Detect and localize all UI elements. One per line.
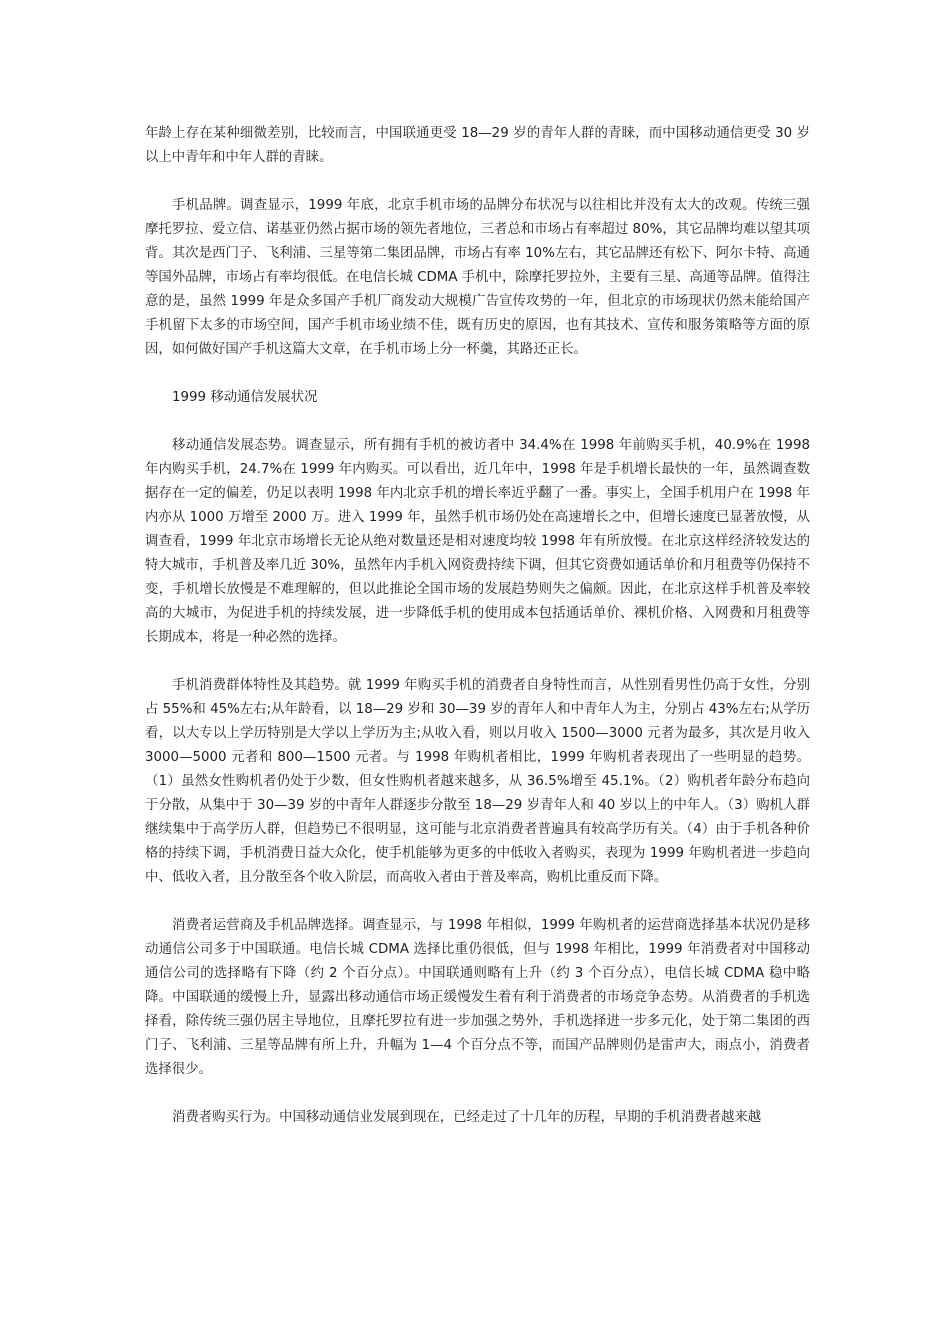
paragraph-consumer-characteristics: 手机消费群体特性及其趋势。就 1999 年购买手机的消费者自身特性而言，从性别看男性仍高于女性，分别占 55%和 45%左右;从年龄看，以 18—29 岁和 30—39 岁的青年人和中青年人为主，分别占 43%左右;从学历看，以大专以上学历特别是大学以上学历为主;从收入看，则以月收入 1500—3000 元者为最多，其次是月收入 3000—5000 元者和 800—1500 元者。与 1998 年购机者相比，1999 年购机者表现出了一些明显的趋势。（1）虽然女性购机者仍处于少数，但女性购机者越来越多，从 36.5%增至 45.1%。（2）购机者年龄分布趋向于分散，从集中于 30—39 岁的中青年人群逐步分散至 18—29 岁青年人和 40 岁以上的中年人。（3）购机人群继续集中于高学历人群，但趋势已不很明显，这可能与北京消费者普遍具有较高学历有关。（4）由于手机各种价格的持续下调，手机消费日益大众化，使手机能够为更多的中低收入者购买，表现为 1999 年购机者进一步趋向中、低收入者，且分散至各个收入阶层，而高收入者由于普及率高，购机比重反而下降。: [145, 678, 810, 885]
paragraph-age-preference: 年龄上存在某种细微差别，比较而言，中国联通更受 18—29 岁的青年人群的青睐，而中国移动通信更受 30 岁以上中青年和中年人群的青睐。: [145, 126, 810, 165]
section-heading-1999-mobile: 1999 移动通信发展状况: [172, 390, 318, 405]
paragraph-phone-brands: 手机品牌。调查显示，1999 年底，北京手机市场的品牌分布状况与以往相比并没有太大的改观。传统三强摩托罗拉、爱立信、诺基亚仍然占据市场的领先者地位，三者总和市场占有率超过 80%，其它品牌均难以望其项背。其次是西门子、飞利浦、三星等第二集团品牌，市场占有率 10%左右，其它品牌还有松下、阿尔卡特、高通等国外品牌，市场占有率均很低。在电信长城 CDMA 手机中，除摩托罗拉外，主要有三星、高通等品牌。值得注意的是，虽然 1999 年是众多国产手机厂商发动大规模广告宣传攻势的一年，但北京的市场现状仍然未能给国产手机留下太多的市场空间，国产手机市场业绩不佳，既有历史的原因，也有其技术、宣传和服务策略等方面的原因，如何做好国产手机这篇大文章，在手机市场上分一杯羹，其路还正长。: [145, 198, 810, 357]
paragraph-development-trend: 移动通信发展态势。调查显示，所有拥有手机的被访者中 34.4%在 1998 年前购买手机，40.9%在 1998 年内购买手机，24.7%在 1999 年内购买。可以看出，近几年中，1998 年是手机增长最快的一年，虽然调查数据存在一定的偏差，仍足以表明 1998 年内北京手机的增长率近乎翻了一番。事实上，全国手机用户在 1998 年内亦从 1000 万增至 2000 万。进入 1999 年，虽然手机市场仍处在高速增长之中，但增长速度已显著放慢，从调查看，1999 年北京市场增长无论从绝对数量还是相对速度均较 1998 年有所放慢。在北京这样经济较发达的特大城市，手机普及率几近 30%，虽然年内手机入网资费持续下调，但其它资费如通话单价和月租费等仍保持不变，手机增长放慢是不难理解的，但以此推论全国市场的发展趋势则失之偏颇。因此，在北京这样手机普及率较高的大城市，为促进手机的持续发展，进一步降低手机的使用成本包括通话单价、裸机价格、入网费和月租费等长期成本，将是一种必然的选择。: [145, 438, 810, 645]
document-page: [145, 122, 810, 1154]
paragraph-purchase-behavior: 消费者购买行为。中国移动通信业发展到现在，已经走过了十几年的历程，早期的手机消费者越来越: [172, 1110, 762, 1125]
paragraph-operator-brand-choice: 消费者运营商及手机品牌选择。调查显示，与 1998 年相似，1999 年购机者的运营商选择基本状况仍是移动通信公司多于中国联通。电信长城 CDMA 选择比重仍很低，但与 1998 年相比，1999 年消费者对中国移动通信公司的选择略有下降（约 2 个百分点）。中国联通则略有上升（约 3 个百分点），电信长城 CDMA 稳中略降。中国联通的缓慢上升，显露出移动通信市场正缓慢发生着有利于消费者的市场竞争态势。从消费者的手机选择看，除传统三强仍居主导地位，且摩托罗拉有进一步加强之势外，手机选择进一步多元化，处于第二集团的西门子、飞利浦、三星等品牌有所上升，升幅为 1—4 个百分点不等，而国产品牌则仍是雷声大，雨点小，消费者选择很少。: [145, 918, 810, 1077]
